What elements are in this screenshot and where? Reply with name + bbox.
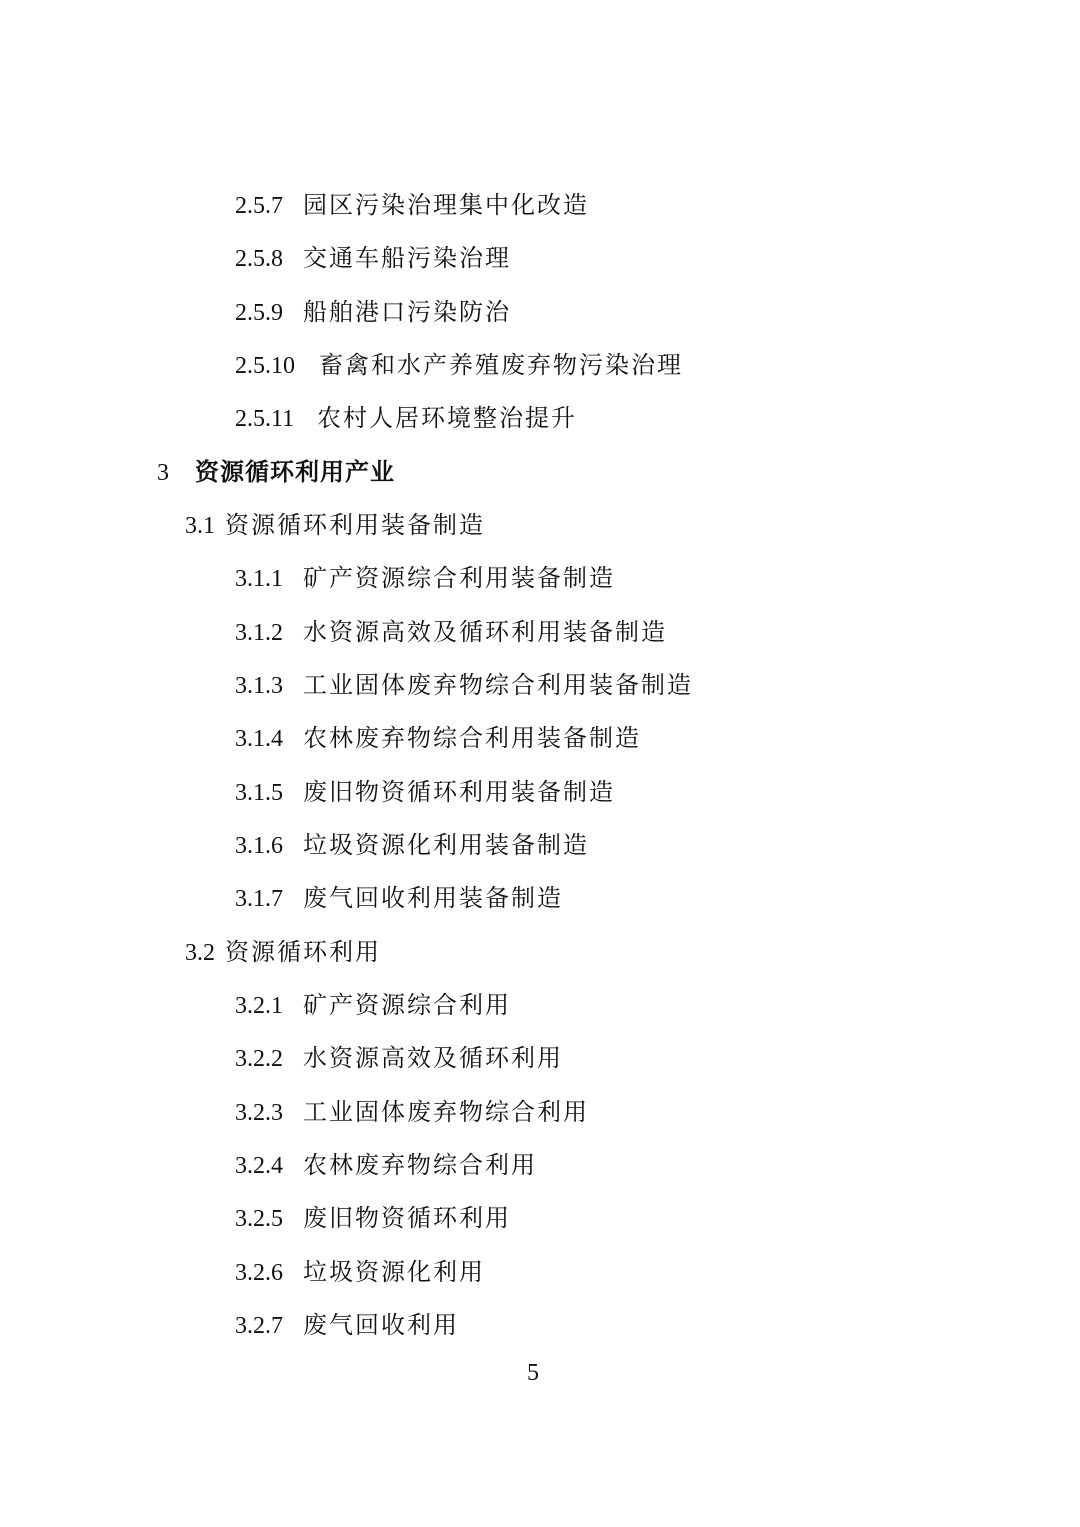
subsection-heading: 资源循环利用装备制造 — [225, 511, 485, 539]
entry-text: 废气回收利用装备制造 — [303, 884, 563, 912]
entry-number: 3.2.1 — [235, 993, 283, 1019]
entry-text: 垃圾资源化利用 — [303, 1258, 485, 1286]
toc-entry-2-5-7 — [235, 188, 589, 222]
toc-entry-3-1-3 — [235, 668, 693, 702]
toc-entry-3-2-5 — [235, 1201, 511, 1235]
entry-text: 农林废弃物综合利用 — [303, 1151, 537, 1179]
entry-text: 工业固体废弃物综合利用 — [303, 1098, 589, 1126]
toc-entry-3-2-1 — [235, 988, 511, 1022]
entry-text: 农村人居环境整治提升 — [317, 404, 577, 432]
entry-number: 3.1.1 — [235, 566, 283, 592]
toc-entry-3-1-2 — [235, 615, 667, 649]
entry-text: 废气回收利用 — [303, 1311, 459, 1339]
subsection-number: 3.1 — [185, 513, 215, 539]
toc-entry-3-1-6 — [235, 828, 589, 862]
toc-entry-2-5-8 — [235, 241, 511, 275]
entry-text: 工业固体废弃物综合利用装备制造 — [303, 671, 693, 699]
section-number: 3 — [157, 460, 169, 486]
entry-text: 矿产资源综合利用装备制造 — [303, 564, 615, 592]
entry-number: 3.2.3 — [235, 1100, 283, 1126]
entry-number: 3.1.4 — [235, 726, 283, 752]
entry-text: 农林废弃物综合利用装备制造 — [303, 724, 641, 752]
entry-number: 2.5.11 — [235, 406, 295, 432]
page-number: 5 — [527, 1360, 539, 1386]
section-heading: 资源循环利用产业 — [195, 458, 395, 486]
toc-entry-3-1-1 — [235, 561, 615, 595]
entry-number: 3.1.2 — [235, 620, 283, 646]
entry-number: 2.5.8 — [235, 246, 283, 272]
entry-number: 3.2.6 — [235, 1260, 283, 1286]
entry-text: 垃圾资源化利用装备制造 — [303, 831, 589, 859]
toc-entry-2-5-10 — [235, 348, 683, 382]
entry-text: 废旧物资循环利用装备制造 — [303, 778, 615, 806]
toc-entry-3-1-4 — [235, 721, 641, 755]
toc-entry-3-1-7 — [235, 881, 563, 915]
entry-number: 2.5.9 — [235, 300, 283, 326]
entry-text: 交通车船污染治理 — [303, 244, 511, 272]
entry-number: 3.2.5 — [235, 1206, 283, 1232]
toc-entry-3-2-4 — [235, 1148, 537, 1182]
entry-text: 畜禽和水产养殖废弃物污染治理 — [319, 351, 683, 379]
toc-entry-2-5-9 — [235, 295, 511, 329]
toc-entry-2-5-11 — [235, 401, 577, 435]
toc-entry-3-2-7 — [235, 1308, 459, 1342]
entry-number: 3.2.4 — [235, 1153, 283, 1179]
subsection-number: 3.2 — [185, 940, 215, 966]
entry-number: 3.1.5 — [235, 780, 283, 806]
entry-number: 3.1.3 — [235, 673, 283, 699]
entry-number: 3.1.7 — [235, 886, 283, 912]
entry-text: 水资源高效及循环利用装备制造 — [303, 618, 667, 646]
entry-number: 3.1.6 — [235, 833, 283, 859]
subsection-heading: 资源循环利用 — [225, 938, 381, 966]
entry-number: 2.5.7 — [235, 193, 283, 219]
entry-text: 水资源高效及循环利用 — [303, 1044, 563, 1072]
toc-entry-3-2-3 — [235, 1095, 589, 1129]
entry-number: 2.5.10 — [235, 353, 295, 379]
entry-text: 废旧物资循环利用 — [303, 1204, 511, 1232]
entry-text: 矿产资源综合利用 — [303, 991, 511, 1019]
toc-subsection-3-1 — [185, 508, 485, 542]
entry-number: 3.2.7 — [235, 1313, 283, 1339]
toc-subsection-3-2 — [185, 935, 381, 969]
toc-entry-3-2-2 — [235, 1041, 563, 1075]
entry-text: 园区污染治理集中化改造 — [303, 191, 589, 219]
toc-entry-3-2-6 — [235, 1255, 485, 1289]
toc-section-3 — [157, 455, 395, 489]
toc-entry-3-1-5 — [235, 775, 615, 809]
entry-number: 3.2.2 — [235, 1046, 283, 1072]
entry-text: 船舶港口污染防治 — [303, 298, 511, 326]
